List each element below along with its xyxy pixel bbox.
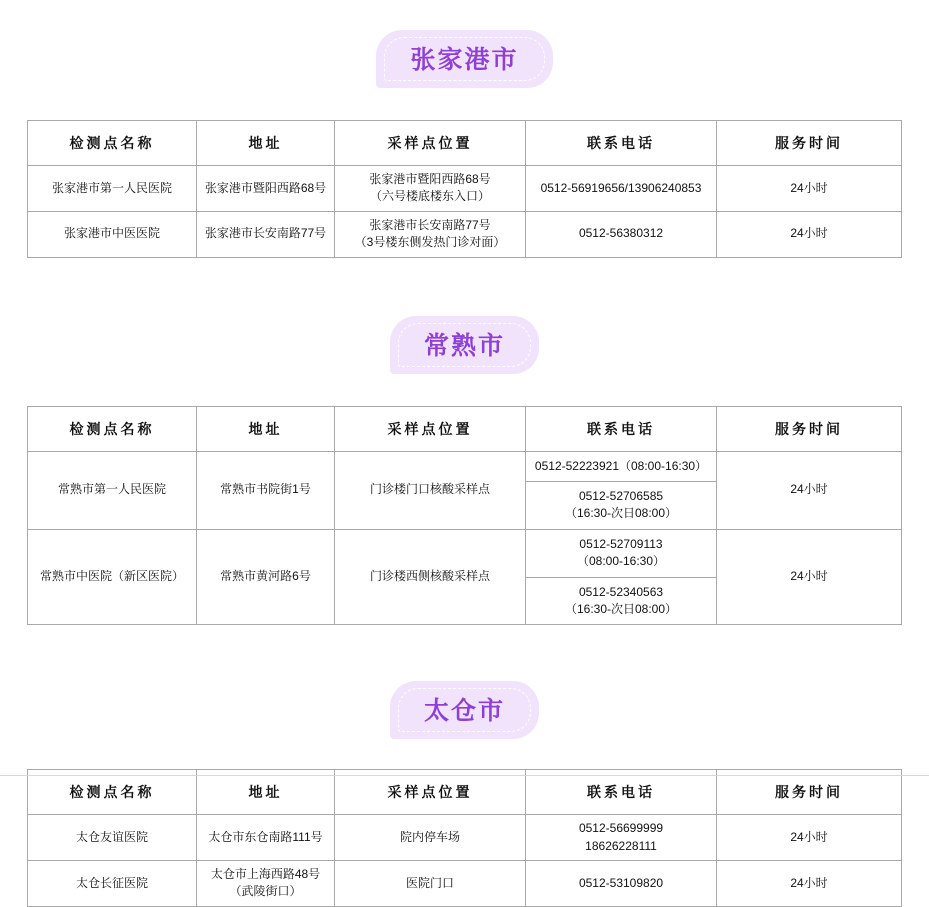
column-header-hours: 服务时间 [717,770,902,815]
cell-name: 张家港市第一人民医院 [28,166,197,212]
column-header-name: 检测点名称 [28,770,197,815]
page-bottom-divider [0,775,929,776]
section-changshu [0,316,929,626]
badge-table-spacer [0,739,929,769]
table-row [28,529,902,625]
column-header-hours: 服务时间 [717,121,902,166]
column-header-phone: 联系电话 [526,406,717,451]
cell-address: 张家港市长安南路77号 [197,211,335,257]
cell-address: 太仓市上海西路48号 （武陵街口） [197,861,335,907]
cell-hours: 24小时 [717,529,902,625]
cell-location: 院内停车场 [335,815,526,861]
cell-hours: 24小时 [717,861,902,907]
cell-hours: 24小时 [717,815,902,861]
testing-sites-table [27,406,902,626]
testing-sites-table [27,769,902,907]
phone-sublist [526,530,716,625]
cell-hours: 24小时 [717,451,902,529]
phone-sub-row [526,481,716,528]
section-taicang [0,681,929,907]
table-row [28,861,902,907]
column-header-name: 检测点名称 [28,121,197,166]
cell-phone: 0512-56380312 [526,211,717,257]
phone-sub-row [526,577,716,624]
column-header-name: 检测点名称 [28,406,197,451]
column-header-location: 采样点位置 [335,406,526,451]
section-badge: 常熟市 [390,316,539,374]
section-spacer [0,258,929,316]
phone-sublist [526,452,716,529]
cell-address: 常熟市书院街1号 [197,451,335,529]
cell-location: 医院门口 [335,861,526,907]
cell-phone: 0512-52340563 （16:30-次日08:00） [564,584,678,616]
section-badge: 张家港市 [376,30,552,88]
cell-phone: 0512-52706585 （16:30-次日08:00） [564,488,678,521]
table-row [28,815,902,861]
section-badge-wrap [0,316,929,374]
cell-phone: 0512-56919656/13906240853 [526,166,717,212]
table-row [28,166,902,212]
cell-phone-group [526,451,717,529]
column-header-hours: 服务时间 [717,406,902,451]
cell-phone: 0512-52223921（08:00-16:30） [526,452,716,482]
cell-name: 张家港市中医医院 [28,211,197,257]
cell-hours: 24小时 [717,166,902,212]
section-badge: 太仓市 [390,681,539,739]
section-badge-wrap [0,681,929,739]
table-header-row [28,121,902,166]
cell-name: 太仓友谊医院 [28,815,197,861]
cell-location: 张家港市长安南路77号 （3号楼东侧发热门诊对面） [335,211,526,257]
cell-address: 常熟市黄河路6号 [197,529,335,625]
table-row [28,211,902,257]
cell-address: 张家港市暨阳西路68号 [197,166,335,212]
column-header-address: 地址 [197,770,335,815]
section-spacer [0,625,929,681]
table-row [28,451,902,529]
testing-sites-table [27,120,902,258]
section-badge-wrap [0,30,929,88]
section-zhangjiagang [0,30,929,258]
table-header-row [28,770,902,815]
phone-sub-row [526,452,716,482]
column-header-address: 地址 [197,406,335,451]
column-header-address: 地址 [197,121,335,166]
cell-phone-group [526,529,717,625]
cell-name: 常熟市中医院（新区医院） [28,529,197,625]
phone-sub-row [526,530,716,577]
cell-phone: 0512-56699999 18626228111 [526,815,717,861]
column-header-location: 采样点位置 [335,770,526,815]
cell-name: 常熟市第一人民医院 [28,451,197,529]
cell-phone: 0512-52709113 （08:00-16:30） [526,530,716,577]
cell-location: 门诊楼门口核酸采样点 [335,451,526,529]
column-header-phone: 联系电话 [526,770,717,815]
badge-table-spacer [0,88,929,120]
column-header-phone: 联系电话 [526,121,717,166]
cell-phone: 0512-53109820 [526,861,717,907]
cell-address: 太仓市东仓南路111号 [197,815,335,861]
cell-hours: 24小时 [717,211,902,257]
column-header-location: 采样点位置 [335,121,526,166]
cell-location: 张家港市暨阳西路68号 （六号楼底楼东入口） [335,166,526,212]
badge-table-spacer [0,374,929,406]
table-header-row [28,406,902,451]
cell-location: 门诊楼西侧核酸采样点 [335,529,526,625]
top-spacer [0,8,929,30]
cell-name: 太仓长征医院 [28,861,197,907]
